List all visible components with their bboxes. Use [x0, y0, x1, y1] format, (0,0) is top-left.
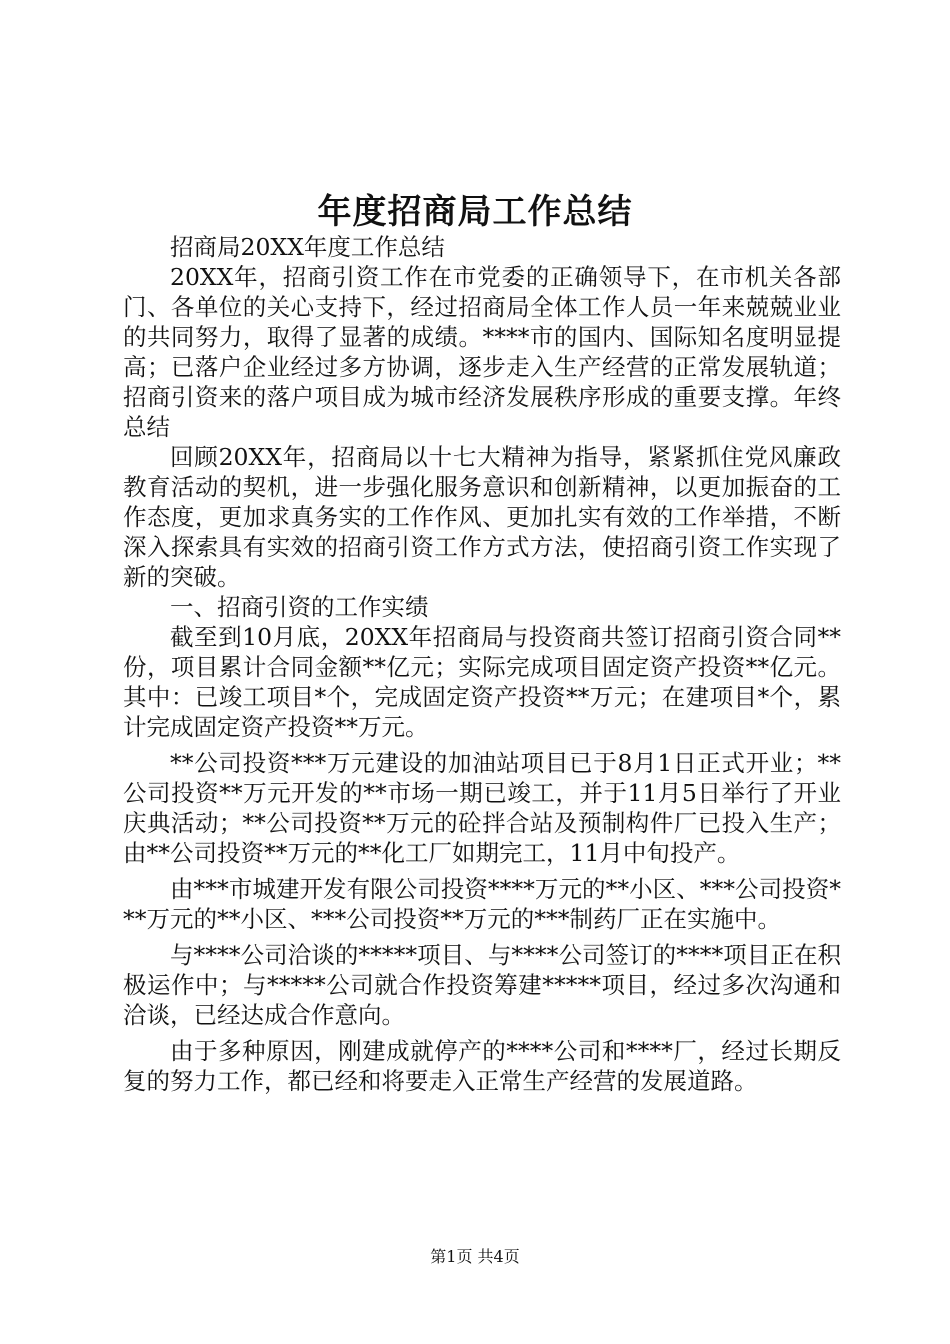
page-footer: 第1页 共4页 [430, 1247, 520, 1266]
paragraph-ongoing-projects: 由***市城建开发有限公司投资****万元的**小区、***公司投资***万元的**小区、***公司投资**万元的***制药厂正在实施中。 [123, 875, 841, 933]
paragraph-achievements: 截至到10月底，20XX年招商局与投资商共签订招商引资合同**份，项目累计合同金额**亿元；实际完成项目固定资产投资**亿元。其中：已竣工项目*个，完成固定资产投资**万元；在建项目*个，累计完成固定资产投资**万元。 [123, 623, 841, 741]
document-title: 年度招商局工作总结 [317, 192, 633, 232]
paragraph-negotiations: 与****公司洽谈的*****项目、与****公司签订的****项目正在积极运作中；与*****公司就合作投资筹建*****项目，经过多次沟通和洽谈，已经达成合作意向。 [123, 941, 841, 1029]
paragraph-completed-projects: **公司投资***万元建设的加油站项目已于8月1日正式开业；**公司投资**万元开发的**市场一期已竣工，并于11月5日举行了开业庆典活动；**公司投资**万元的砼拌合站及预制构件厂已投入生产；由**公司投资**万元的**化工厂如期完工，11月中旬投产。 [123, 749, 841, 867]
paragraph-intro: 20XX年，招商引资工作在市党委的正确领导下，在市机关各部门、各单位的关心支持下，经过招商局全体工作人员一年来兢兢业业的共同努力，取得了显著的成绩。****市的国内、国际知名度明显提高；已落户企业经过多方协调，逐步走入生产经营的正常发展轨道；招商引资来的落户项目成为城市经济发展秩序形成的重要支撑。年终总结 [123, 263, 841, 441]
document-body [123, 232, 841, 1096]
section-heading: 一、招商引资的工作实绩 [170, 593, 429, 621]
paragraph-subtitle: 招商局20XX年度工作总结 [170, 233, 445, 261]
paragraph-revived-companies: 由于多种原因，刚建成就停产的****公司和****厂，经过长期反复的努力工作，都已经和将要走入正常生产经营的发展道路。 [123, 1037, 841, 1095]
paragraph-review: 回顾20XX年，招商局以十七大精神为指导，紧紧抓住党风廉政教育活动的契机，进一步强化服务意识和创新精神，以更加振奋的工作态度，更加求真务实的工作作风、更加扎实有效的工作举措，不断深入探索具有实效的招商引资工作方式方法，使招商引资工作实现了新的突破。 [123, 443, 841, 591]
